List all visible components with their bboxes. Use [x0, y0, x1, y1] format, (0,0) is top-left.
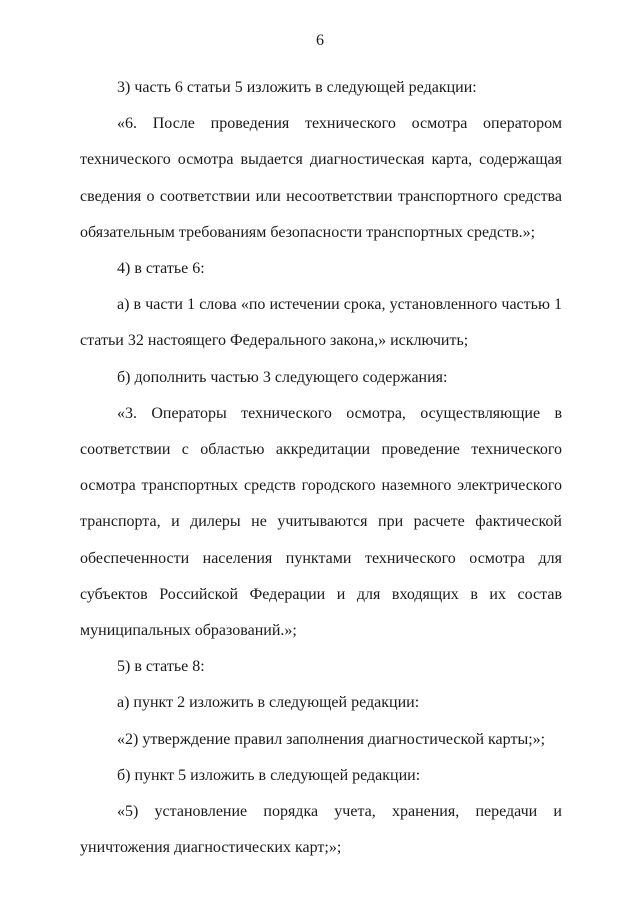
paragraph-item-5: 5) в статье 8: [117, 658, 205, 676]
paragraph-article-5-part-6-text: «6. После проведения технического осмотра оператором технического осмотра выдается диагностическая карта, содержащая сведения о соответствии или несоответствии транспортного средства обязательным требованиям безопасности транспортных средств.»; [80, 115, 562, 241]
paragraph-item-4a: а) в части 1 слова «по истечении срока, установленного частью 1 статьи 32 настоящего Федерального закона,» исключить; [80, 296, 562, 350]
document-body [80, 70, 562, 866]
page-number: 6 [316, 32, 324, 49]
paragraph-item-5a: а) пункт 2 изложить в следующей редакции: [117, 694, 420, 712]
paragraph-article-6-part-3-text: «3. Операторы технического осмотра, осуществляющие в соответствии с областью аккредитации проведение технического осмотра транспортных средств городского наземного электрического транспорта, и дилеры не учитываются при расчете фактической обеспеченности населения пунктами технического осмотра для субъектов Российской Федерации и для входящих в их состав муниципальных образований.»; [80, 404, 562, 640]
paragraph-item-3: 3) часть 6 статьи 5 изложить в следующей редакции: [117, 79, 477, 96]
paragraph-item-5b: б) пункт 5 изложить в следующей редакции: [117, 766, 421, 784]
paragraph-item-4b: б) дополнить частью 3 следующего содержания: [117, 368, 448, 386]
paragraph-article-8-point-5-text: «5) установление порядка учета, хранения, передачи и уничтожения диагностических карт;»; [80, 803, 562, 857]
paragraph-article-8-point-2-text: «2) утверждение правил заполнения диагностической карты;»; [117, 730, 546, 748]
paragraph-item-4: 4) в статье 6: [117, 260, 205, 278]
